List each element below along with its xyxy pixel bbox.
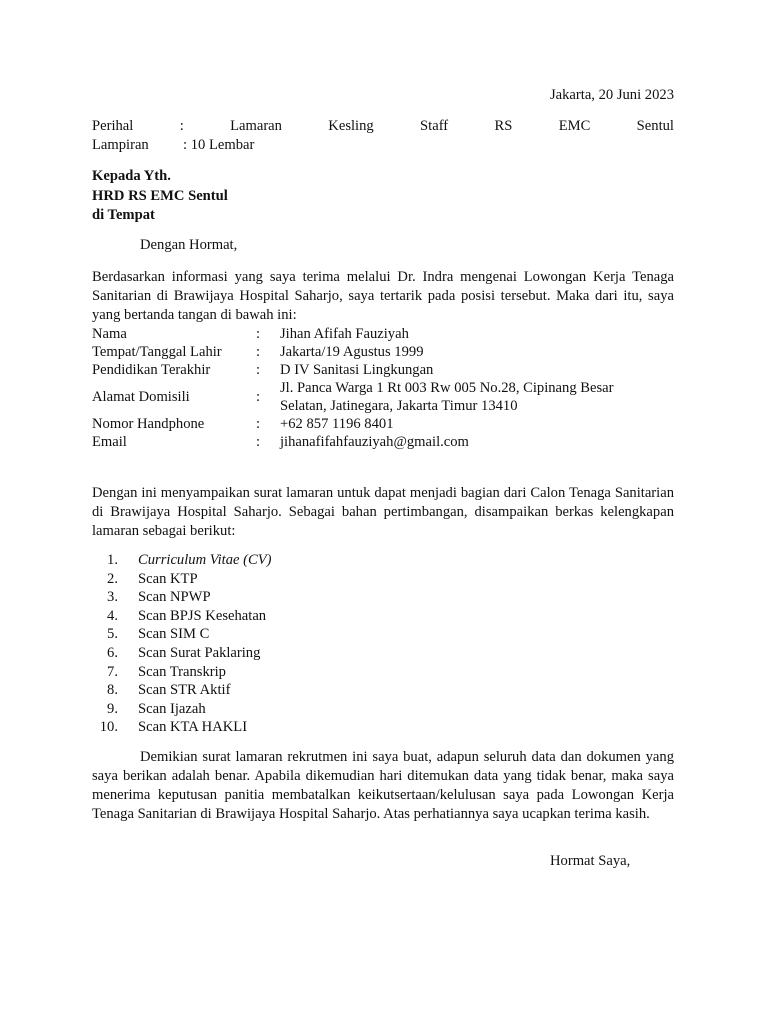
- document-list: [92, 551, 272, 737]
- info-colon: :: [256, 416, 261, 432]
- perihal-word: Perihal: [92, 118, 134, 134]
- lampiran-line: [92, 137, 255, 154]
- perihal-word: RS: [494, 118, 513, 134]
- statement-paragraph: Dengan ini menyampaikan surat lamaran untuk dapat menjadi bagian dari Calon Tenaga Sanitarian di Brawijaya Hospital Saharjo. Sebagai bahan pertimbangan, disampaikan berkas kelengkapan lamaran sebagai berikut:: [92, 485, 674, 539]
- list-number: 7.: [107, 663, 118, 680]
- applicant-info-table: [92, 325, 674, 451]
- info-value: +62 857 1196 8401: [280, 416, 394, 432]
- perihal-word: :: [179, 118, 184, 134]
- info-value: Jakarta/19 Agustus 1999: [280, 344, 424, 360]
- info-value: [280, 379, 674, 415]
- list-text: Scan Transkrip: [138, 663, 226, 680]
- info-label: Nomor Handphone: [92, 416, 205, 432]
- perihal-word: Sentul: [636, 118, 674, 134]
- info-colon: :: [256, 389, 261, 405]
- list-text: Scan SIM C: [138, 626, 210, 643]
- perihal-line: [92, 118, 674, 135]
- info-label: Email: [92, 434, 127, 450]
- list-item: [92, 663, 226, 682]
- list-text: Scan STR Aktif: [138, 682, 231, 699]
- list-number: 3.: [107, 589, 118, 606]
- info-value: D IV Sanitasi Lingkungan: [280, 362, 434, 378]
- closing-paragraph: Demikian surat lamaran rekrutmen ini saya buat, adapun seluruh data dan dokumen yang saya berikan adalah benar. Apabila dikemudian hari ditemukan data yang tidak benar, maka saya menerima keputusan panitia membatalkan keikutsertaan/kelulusan saya pada Lowongan Kerja Tenaga Sanitarian di Brawijaya Hospital Saharjo. Atas perhatiannya saya ucapkan terima kasih.: [92, 749, 674, 822]
- info-colon: :: [256, 326, 261, 342]
- info-row: [92, 325, 674, 343]
- list-text: Scan KTP: [138, 570, 198, 587]
- recipient-line-1: Kepada Yth.: [92, 168, 171, 184]
- info-label: Tempat/Tanggal Lahir: [92, 344, 222, 360]
- info-row: [92, 379, 674, 415]
- list-text: Scan KTA HAKLI: [138, 719, 248, 736]
- list-number: 6.: [107, 644, 118, 661]
- list-item: [92, 718, 248, 737]
- recipient-line-2: HRD RS EMC Sentul: [92, 188, 228, 204]
- list-number: 8.: [107, 682, 118, 699]
- info-colon: :: [256, 434, 261, 450]
- intro-paragraph: Berdasarkan informasi yang saya terima melalui Dr. Indra mengenai Lowongan Kerja Tenaga Sanitarian di Brawijaya Hospital Saharjo, saya tertarik pada posisi tersebut. Maka dari itu, saya yang bertanda tangan di bawah ini:: [92, 269, 674, 323]
- info-row: [92, 415, 674, 433]
- list-number: 2.: [107, 570, 118, 587]
- info-row: [92, 343, 674, 361]
- address-line-2: Selatan, Jatinegara, Jakarta Timur 13410: [280, 398, 518, 414]
- info-label: Pendidikan Terakhir: [92, 362, 211, 378]
- salutation: Dengan Hormat,: [140, 237, 238, 253]
- info-colon: :: [256, 344, 261, 360]
- list-text: Scan Surat Paklaring: [138, 644, 261, 661]
- perihal-word: Staff: [420, 118, 449, 134]
- lampiran-label: Lampiran: [92, 137, 149, 153]
- list-number: 5.: [107, 626, 118, 643]
- lampiran-value: : 10 Lembar: [183, 137, 255, 153]
- letter-date: Jakarta, 20 Juni 2023: [549, 87, 674, 103]
- info-label: Alamat Domisili: [92, 389, 190, 405]
- info-value: jihanafifahfauziyah@gmail.com: [280, 434, 469, 450]
- list-text: Scan BPJS Kesehatan: [138, 607, 267, 624]
- perihal-word: Lamaran: [230, 118, 282, 134]
- list-item: [92, 700, 206, 719]
- list-text: Scan NPWP: [138, 589, 211, 606]
- list-number: 10.: [99, 719, 118, 736]
- list-item: [92, 570, 198, 589]
- list-number: 4.: [107, 607, 118, 624]
- address-line-1: Jl. Panca Warga 1 Rt 003 Rw 005 No.28, Cipinang Besar: [280, 380, 614, 396]
- list-item: [92, 607, 267, 626]
- info-label: Nama: [92, 326, 127, 342]
- info-row: [92, 361, 674, 379]
- info-colon: :: [256, 362, 261, 378]
- letter-page: [92, 0, 674, 1024]
- list-number: 9.: [107, 700, 118, 717]
- info-row: [92, 433, 674, 451]
- list-number: 1.: [107, 552, 118, 568]
- perihal-word: Kesling: [328, 118, 374, 134]
- list-text: Curriculum Vitae (CV): [138, 552, 272, 568]
- list-item: [92, 681, 231, 700]
- perihal-word: EMC: [558, 118, 591, 134]
- closing-signoff: Hormat Saya,: [550, 853, 631, 869]
- list-item: [92, 644, 261, 663]
- list-item: [92, 551, 272, 570]
- list-text: Scan Ijazah: [138, 700, 206, 717]
- list-item: [92, 625, 210, 644]
- info-value: Jihan Afifah Fauziyah: [280, 326, 409, 342]
- recipient-line-3: di Tempat: [92, 207, 155, 223]
- list-item: [92, 588, 211, 607]
